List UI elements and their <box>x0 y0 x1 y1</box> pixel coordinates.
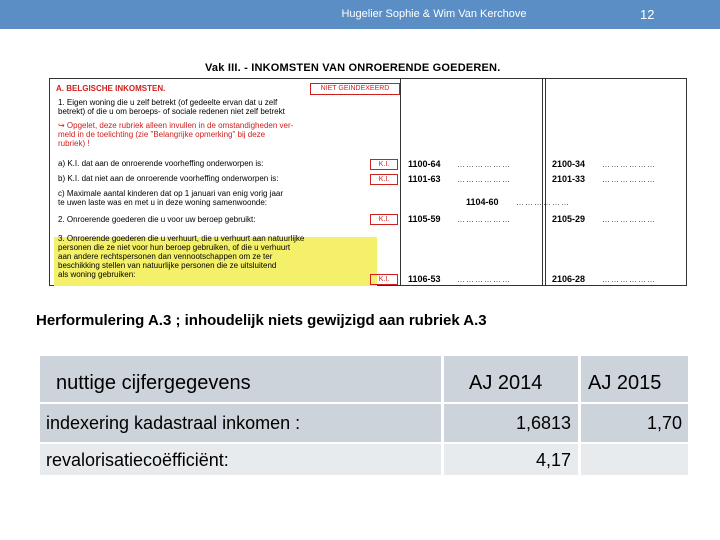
form-line: a) K.I. dat aan de onroerende voorheffing onderworpen is: <box>58 159 264 168</box>
form-line: rubriek) ! <box>58 139 90 148</box>
form-code: 1101-63 <box>408 174 441 184</box>
form-line: 2. Onroerende goederen die u voor uw beroep gebruikt: <box>58 215 256 224</box>
form-line: b) K.I. dat niet aan de onroerende voorheffing onderworpen is: <box>58 174 279 183</box>
form-line: als woning gebruiken: <box>58 270 136 279</box>
table-row-label: revalorisatiecoëfficiënt: <box>40 444 441 475</box>
ki-box: K.I. <box>370 214 398 225</box>
form-title: Vak III. - INKOMSTEN VAN ONROERENDE GOEDEREN. <box>205 62 501 74</box>
form-section-a: A. BELGISCHE INKOMSTEN. <box>56 84 166 93</box>
form-line: 1. Eigen woning die u zelf betrekt (of gedeelte ervan dat u zelf <box>58 98 278 107</box>
form-code: 2106-28 <box>552 274 586 284</box>
form-dots: ……………… <box>602 160 656 169</box>
form-code: 1100-64 <box>408 159 441 169</box>
form-code: 1104-60 <box>466 197 499 207</box>
form-dots: ……………… <box>457 160 511 169</box>
form-code: 2101-33 <box>552 174 586 184</box>
header-authors: Hugelier Sophie & Wim Van Kerchove <box>341 8 527 20</box>
page-number: 12 <box>640 7 655 22</box>
form-box <box>49 78 687 286</box>
form-line: meld in de toelichting (zie "Belangrijke opmerking" bij deze <box>58 130 266 139</box>
form-code: 1105-59 <box>408 214 441 224</box>
table-cell-aj2014: 4,17 <box>444 444 578 475</box>
form-line: betrekt) of die u om beroeps- of sociale redenen niet zelf betrekt <box>58 107 285 116</box>
form-dots: ……………… <box>457 175 511 184</box>
form-dots: ……………… <box>516 198 570 207</box>
form-divider <box>542 79 543 285</box>
ki-box: K.I. <box>370 159 398 170</box>
form-line: ↪ Opgelet, deze rubriek alleen invullen in de omstandigheden ver- <box>58 121 294 130</box>
table-header-aj2015: AJ 2015 <box>581 356 688 402</box>
table-header-aj2014: AJ 2014 <box>444 356 578 402</box>
form-dots: ……………… <box>457 215 511 224</box>
form-line: aan andere rechtspersonen dan vennootschappen om ze ter <box>58 252 273 261</box>
form-line: te uwen laste was en met u in deze woning samenwoonde: <box>58 198 268 207</box>
table-cell-aj2015 <box>581 444 688 475</box>
form-dots: ……………… <box>602 215 656 224</box>
table-cell-aj2015: 1,70 <box>581 404 688 442</box>
form-code: 2100-34 <box>552 159 586 169</box>
table-header-label: nuttige cijfergegevens <box>40 356 441 402</box>
form-line: personen die ze niet voor hun beroep gebruiken, of die u verhuurt <box>58 243 291 252</box>
form-dots: ……………… <box>602 275 656 284</box>
form-code: 2105-29 <box>552 214 586 224</box>
niet-geindexeerd-box: NIET GEINDEXEERD <box>310 83 400 95</box>
table-cell-aj2014: 1,6813 <box>444 404 578 442</box>
form-code: 1106-53 <box>408 274 441 284</box>
ki-box: K.I. <box>370 274 398 285</box>
ki-box: K.I. <box>370 174 398 185</box>
form-dots: ……………… <box>602 175 656 184</box>
form-divider <box>545 79 546 285</box>
form-line: beschikking stellen van natuurlijke personen die ze uitsluitend <box>58 261 277 270</box>
form-line: 3. Onroerende goederen die u verhuurt, die u verhuurt aan natuurlijke <box>58 234 305 243</box>
form-divider <box>400 79 401 285</box>
tax-form-excerpt <box>47 56 689 286</box>
form-line: c) Maximale aantal kinderen dat op 1 januari van enig vorig jaar <box>58 189 284 198</box>
table-row-label: indexering kadastraal inkomen : <box>40 404 441 442</box>
slide-subtitle: Herformulering A.3 ; inhoudelijk niets gewijzigd aan rubriek A.3 <box>36 312 487 329</box>
form-dots: ……………… <box>457 275 511 284</box>
